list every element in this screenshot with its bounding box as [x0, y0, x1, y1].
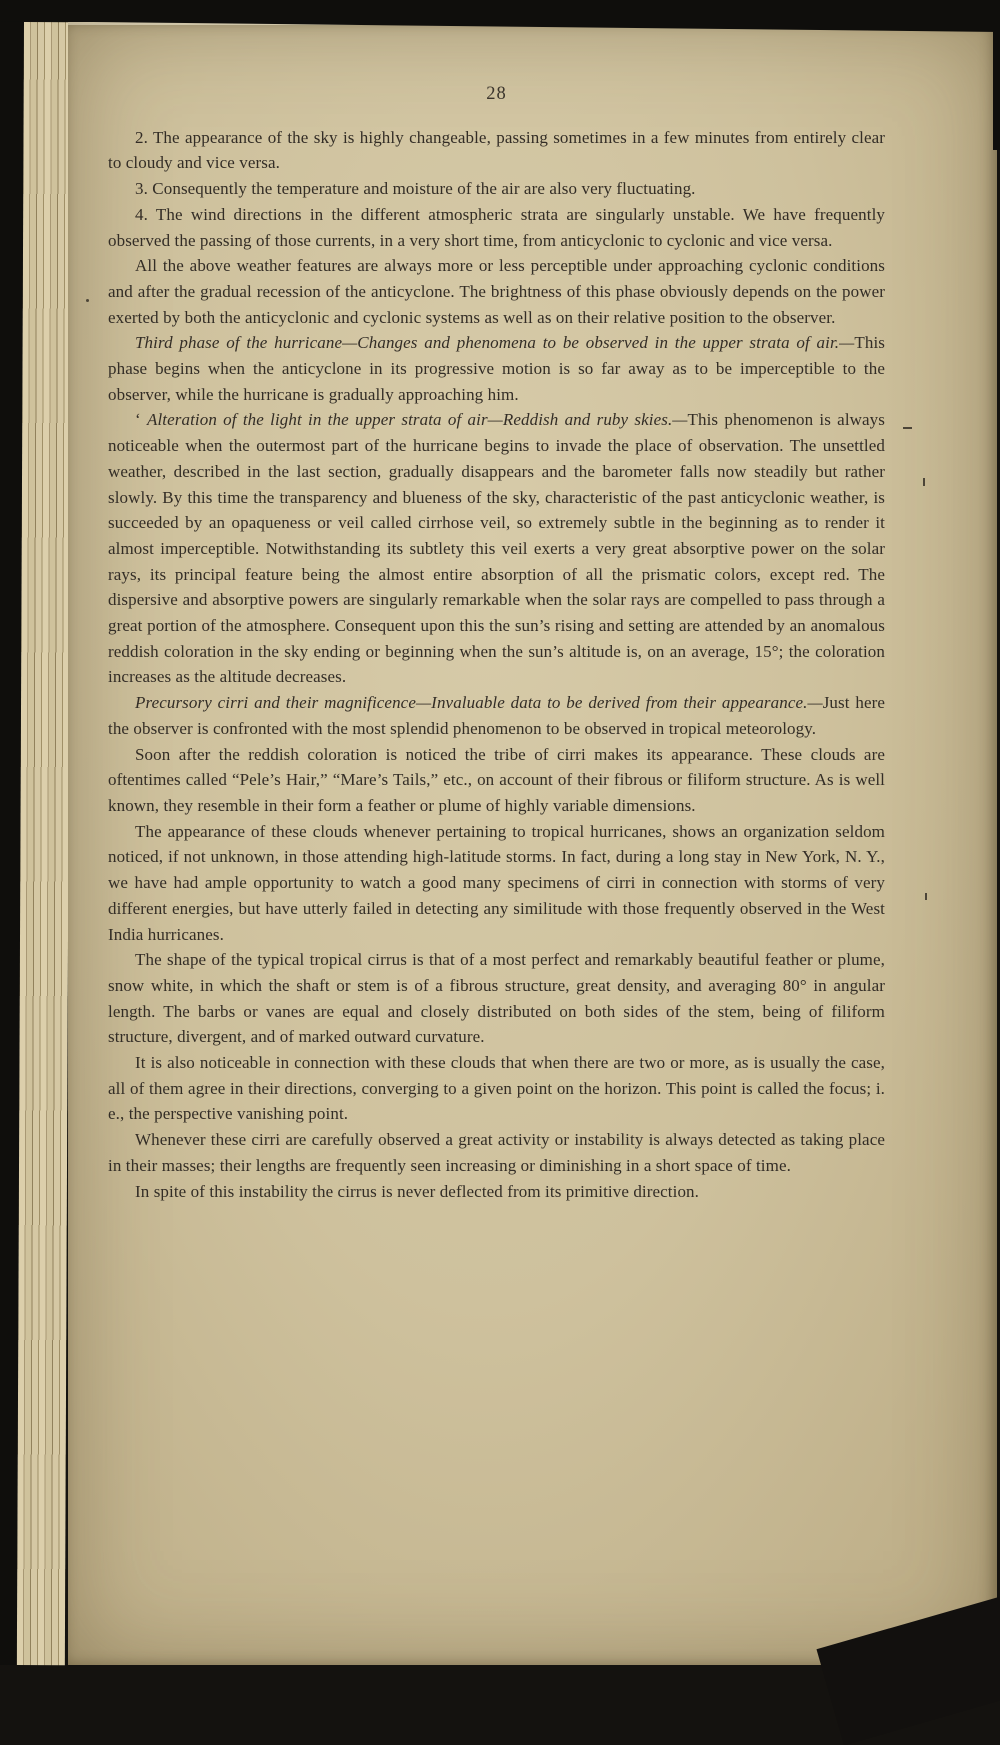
- paragraph: [108, 1127, 885, 1178]
- text-segment: 3. Consequently the temperature and moisture of the air are also very fluctuating.: [135, 179, 696, 199]
- text-segment: It is also noticeable in connection with these clouds that when there are two or more, as is usually the case, all of them agree in their directions, converging to a given point on the horizon. This point is called the focus; i. e., the perspective vanishing point.: [108, 1053, 885, 1124]
- paragraph: [108, 330, 885, 407]
- paragraph: [108, 202, 885, 253]
- book-page-edges: [17, 22, 72, 1665]
- text-segment: This phase begins when the anticyclone in its progressive motion is so far away as to be imperceptible to the observer, while the hurricane is gradually approaching him.: [108, 333, 885, 404]
- paragraph: [108, 407, 885, 690]
- page-text-block: [108, 82, 885, 1204]
- text-segment: Precursory cirri and their magnificence—Invaluable data to be derived from their appearance.—: [135, 693, 823, 713]
- text-segment: The shape of the typical tropical cirrus is that of a most perfect and remarkably beautiful feather or plume, snow white, in which the shaft or stem is of a fibrous structure, great density, and averaging 80° in angular length. The barbs or vanes are equal and closely distributed on both sides of the stem, being of filiform structure, divergent, and of marked outward curvature.: [108, 950, 885, 1047]
- paragraph: [108, 1179, 885, 1205]
- text-segment: 2. The appearance of the sky is highly changeable, passing sometimes in a few minutes from entirely clear to cloudy and vice versa.: [108, 127, 885, 173]
- paragraph: [108, 819, 885, 948]
- text-segment: 4. The wind directions in the different atmospheric strata are singularly unstable. We have frequently observed the passing of those currents, in a very short time, from anticyclonic to cyclonic and vice versa.: [108, 204, 885, 250]
- text-segment: Alteration of the light in the upper strata of air—Reddish and ruby skies.—: [147, 410, 688, 430]
- scan-shadow-right: [993, 0, 1000, 150]
- paragraph: [108, 176, 885, 202]
- page-text: [108, 125, 885, 1205]
- page-number: 28: [486, 84, 507, 104]
- text-segment: The appearance of these clouds whenever pertaining to tropical hurricanes, shows an organization seldom noticed, if not unknown, in those attending high-latitude storms. In fact, during a long stay in New York, N. Y., we have had ample opportunity to watch a good many specimens of cirri in connection with storms of very different energies, but have utterly failed in detecting any similitude with those frequently observed in the West India hurricanes.: [108, 821, 885, 944]
- text-segment: Just here the observer is confronted with the most splendid phenomenon to be observed in tropical meteorology.: [108, 693, 885, 738]
- text-segment: ‘: [135, 410, 147, 430]
- text-segment: Whenever these cirri are carefully observed a great activity or instability is always detected as taking place in their masses; their lengths are frequently seen increasing or diminishing in a short space of time.: [108, 1130, 885, 1175]
- paragraph: [108, 947, 885, 1050]
- paragraph: [108, 253, 885, 330]
- paragraph: [108, 690, 885, 741]
- paragraph: [108, 742, 885, 819]
- text-segment: Third phase of the hurricane—Changes and phenomena to be observed in the upper strata of air.—: [135, 333, 855, 353]
- text-segment: Soon after the reddish coloration is noticed the tribe of cirri makes its appearance. These clouds are oftentimes called “Pele’s Hair,” “Mare’s Tails,” etc., on account of their fibrous or filiform structure. As is well known, they resemble in their form a feather or plume of highly variable dimensions.: [108, 744, 885, 815]
- text-segment: In spite of this instability the cirrus is never deflected from its primitive direction.: [135, 1181, 699, 1201]
- scan-artifact: [903, 427, 912, 429]
- paragraph: [108, 125, 885, 176]
- scan-artifact: [86, 299, 89, 302]
- scan-artifact: [925, 893, 927, 900]
- paragraph: [108, 1050, 885, 1127]
- text-segment: This phenomenon is always noticeable when the outermost part of the hurricane begins to invade the place of observation. The unsettled weather, described in the last section, gradually disappears and the barometer falls now steadily but rather slowly. By this time the transparency and blueness of the sky, characteristic of the past anticyclonic weather, is succeeded by an opaqueness or veil called cirrhose veil, so extremely subtle in the beginning as to render it almost imperceptible. Notwithstanding its subtlety this veil exerts a very great absorptive power on the solar rays, its principal feature being the almost entire absorption of all the prismatic colors, except red. The dispersive and absorptive powers are singularly remarkable when the solar rays are compelled to pass through a great portion of the atmosphere. Consequent upon this the sun’s rising and setting are attended by an anomalous reddish coloration in the sky ending or beginning when the sun’s altitude is, on an average, 15°; the coloration increases as the altitude decreases.: [108, 410, 885, 687]
- scanned-page: [68, 22, 997, 1665]
- text-segment: All the above weather features are always more or less perceptible under approaching cyclonic conditions and after the gradual recession of the anticyclone. The brightness of this phase obviously depends on the power exerted by both the anticyclonic and cyclonic systems as well as on their relative position to the observer.: [108, 256, 885, 327]
- scan-artifact: [923, 478, 925, 486]
